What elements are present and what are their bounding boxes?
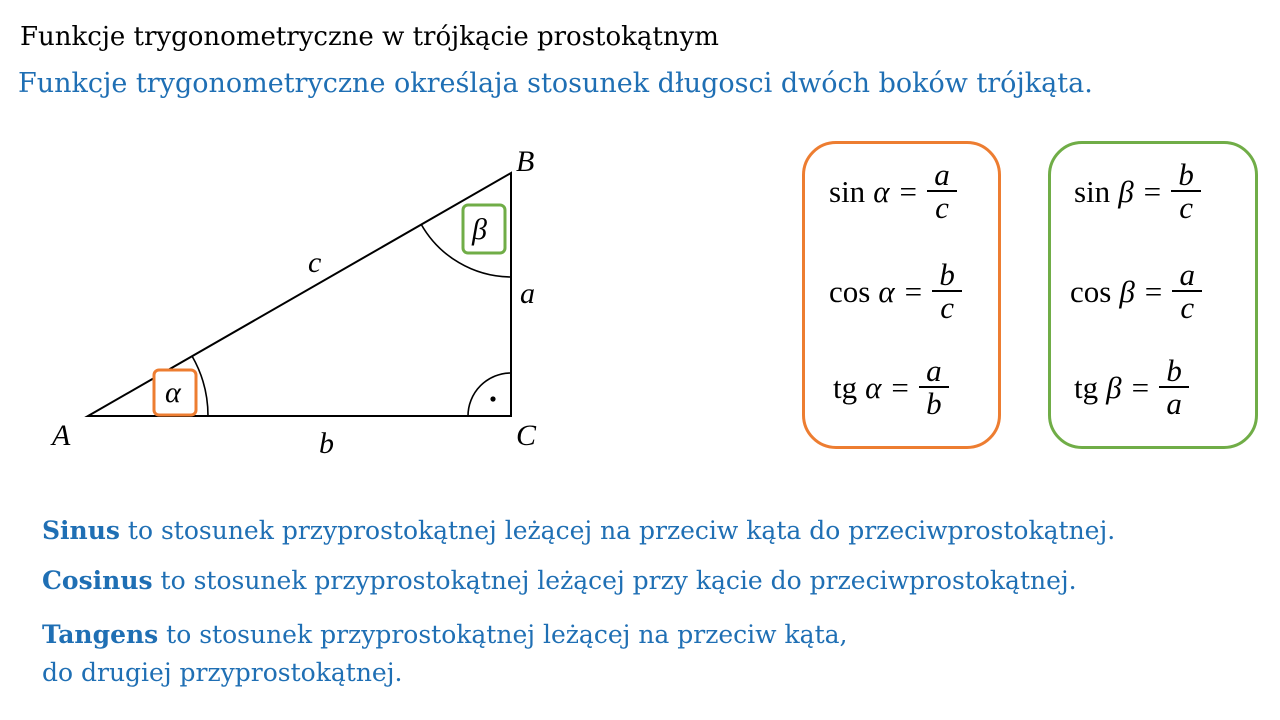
definition-text-continued: do drugiej przyprostokątnej.	[42, 658, 403, 687]
right-angle-dot	[490, 396, 495, 401]
cos-beta-formula: cos β = $\frac{a}{c}$	[1070, 260, 1202, 324]
function-name: sin	[1074, 174, 1111, 209]
side-c-label: c	[308, 246, 322, 279]
sin-alpha-formula: sin α = $\frac{a}{c}$	[829, 160, 957, 224]
vertex-b-label: B	[516, 145, 535, 178]
angle-symbol: α	[873, 174, 890, 209]
function-name: cos	[1070, 274, 1112, 309]
right-triangle-diagram	[0, 130, 580, 470]
numerator: a	[934, 157, 950, 192]
function-name: sin	[829, 174, 866, 209]
side-a-label: a	[520, 277, 535, 310]
angle-symbol: β	[1119, 274, 1135, 309]
angle-symbol: α	[878, 274, 895, 309]
triangle-outline	[88, 173, 511, 416]
sinus-definition	[42, 512, 1115, 550]
function-name: cos	[829, 274, 871, 309]
fraction	[1159, 353, 1189, 421]
denominator: b	[926, 386, 942, 421]
angle-symbol: α	[865, 370, 882, 405]
fraction	[932, 257, 962, 325]
cos-alpha-formula: cos α = $\frac{b}{c}$	[829, 260, 962, 324]
side-b-label: b	[319, 427, 334, 460]
numerator: b	[1166, 353, 1182, 388]
vertex-a-label: A	[52, 419, 71, 452]
fraction	[1172, 257, 1202, 325]
alpha-label: α	[165, 376, 181, 409]
fraction	[927, 157, 957, 225]
denominator: c	[1180, 290, 1195, 325]
function-name: tg	[1074, 370, 1099, 405]
right-angle-arc	[468, 373, 511, 416]
denominator: a	[1166, 386, 1182, 421]
vertex-c-label: C	[516, 419, 537, 452]
function-name: tg	[833, 370, 858, 405]
numerator: a	[1179, 257, 1196, 292]
page-subtitle: Funkcje trygonometryczne określaja stosunek długosci dwóch boków trójkąta.	[18, 68, 1093, 99]
sin-beta-formula: sin β = $\frac{b}{c}$	[1074, 160, 1201, 224]
angle-symbol: β	[1118, 174, 1134, 209]
fraction	[919, 353, 949, 421]
tg-alpha-formula: tg α = $\frac{a}{b}$	[833, 356, 949, 420]
denominator: c	[940, 290, 954, 325]
definition-term: Sinus	[42, 516, 120, 545]
definition-text: to stosunek przyprostokątnej leżącej na przeciw kąta,	[158, 620, 848, 649]
beta-label: β	[472, 213, 487, 246]
tg-beta-formula: tg β = $\frac{b}{a}$	[1074, 356, 1189, 420]
definition-term: Tangens	[42, 620, 159, 649]
fraction	[1171, 157, 1201, 225]
angle-symbol: β	[1106, 370, 1122, 405]
page-title: Funkcje trygonometryczne w trójkącie prostokątnym	[20, 22, 719, 52]
definition-text: to stosunek przyprostokątnej leżącej na przeciw kąta do przeciwprostokątnej.	[119, 516, 1116, 545]
tangens-definition	[42, 616, 847, 692]
numerator: b	[939, 257, 955, 292]
denominator: c	[935, 190, 949, 225]
numerator: a	[926, 353, 942, 388]
numerator: b	[1178, 157, 1194, 192]
definition-term: Cosinus	[42, 566, 153, 595]
cosinus-definition	[42, 562, 1077, 600]
denominator: c	[1179, 190, 1193, 225]
definition-text: to stosunek przyprostokątnej leżącej przy kącie do przeciwprostokątnej.	[152, 566, 1077, 595]
